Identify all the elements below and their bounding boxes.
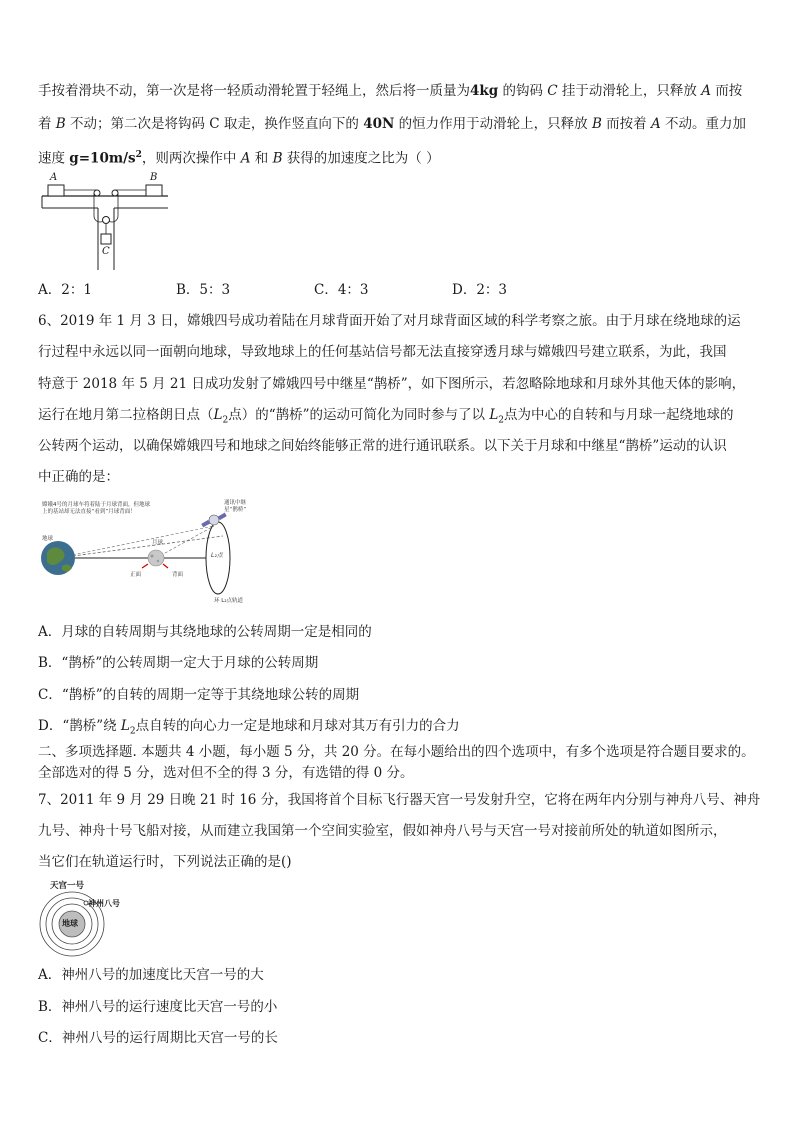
q6-fig-front-label: 正面	[130, 572, 142, 578]
q7-line-1: 7、2011 年 9 月 29 日晚 21 时 16 分，我国将首个目标飞行器天宫一号发射升空，它将在两年内分别与神舟八号、神舟	[38, 792, 761, 808]
q6-fig-note-line2: 上的基站却无法直接“看到”月球背面！	[42, 509, 136, 515]
q5-text: 的恒力作用于动滑轮上，只释放	[394, 116, 592, 132]
q5-gravity: g=10m/s	[69, 150, 136, 167]
q5-option-a: A．2：1	[38, 282, 92, 298]
q5-var: C	[547, 83, 558, 99]
q5-text: 速度	[38, 150, 70, 167]
q5-var: A	[650, 116, 661, 132]
q6-option-a: A．月球的自转周期与其绕地球的公转周期一定是相同的	[38, 624, 372, 640]
q5-option-c: C．4：3	[314, 282, 369, 298]
q6-fig-relay-label	[224, 500, 246, 514]
q5-mass: 4kg	[470, 83, 499, 99]
q6-fig-note-line1: 嫦娥4号的月球车将着陆于月球背面，但地球	[42, 502, 151, 508]
q6-var: L	[213, 407, 223, 423]
q6-fig-note	[42, 502, 150, 516]
q6-fig-earth-label: 地球	[42, 536, 54, 542]
q5-text: 挂于动滑轮上，只释放	[557, 83, 702, 99]
q5-option-b: B．5：3	[176, 282, 231, 298]
q5-line-1	[38, 82, 742, 100]
q7-orbit-figure	[38, 878, 148, 958]
q6-option-d-text: D．“鹊桥”绕	[38, 718, 121, 734]
q7-option-c: C．神州八号的运行周期比天宫一号的长	[38, 1030, 278, 1046]
q6-var: L	[120, 718, 130, 734]
q6-fig-back-label: 背面	[172, 572, 184, 578]
q5-sup: 2	[135, 150, 142, 160]
q5-option-d: D．2：3	[452, 282, 508, 298]
q5-var: A	[701, 83, 711, 99]
block-b-label: B	[150, 172, 158, 183]
q5-text: 而按	[710, 83, 743, 99]
q6-line-1: 6、2019 年 1 月 3 日，嫦娥四号成功着陆在月球背面开始了对月球背面区域的科学考察之旅。由于月球在绕地球的运	[38, 313, 741, 329]
q6-sub: 2	[129, 726, 136, 737]
q5-text: 和	[250, 150, 273, 167]
weight-c-label: C	[102, 246, 110, 257]
q6-option-d-text: 点自转的向心力一定是地球和月球对其万有引力的合力	[135, 718, 460, 734]
q7-fig-tiangong-label: 天宫一号	[50, 881, 85, 891]
q5-var: B	[272, 150, 283, 167]
q5-text: 不动。重力加	[660, 116, 747, 132]
q7-option-a: A．神州八号的加速度比天宫一号的大	[38, 967, 264, 983]
q6-line-5: 公转两个运动，以确保嫦娥四号和地球之间始终能够正常的进行通讯联系。以下关于月球和中继星“鹊桥”运动的认识	[38, 438, 727, 454]
q6-line-4	[38, 406, 734, 430]
q5-pulley-figure	[40, 172, 180, 272]
q5-text: 而按着	[601, 116, 651, 132]
q5-line-2	[38, 115, 746, 133]
q7-fig-earth-label: 地球	[62, 918, 78, 928]
q6-fig-relay-line2: 星“鹊桥”	[224, 507, 247, 513]
q6-option-b: B．“鹊桥”的公转周期一定大于月球的公转周期	[38, 655, 319, 671]
q5-var: B	[591, 116, 602, 132]
q5-line-3	[38, 146, 440, 168]
q6-fig-orbit-label: 环 L₂点轨道	[214, 598, 244, 604]
q6-fig-relay-line1: 通讯中继	[224, 500, 247, 506]
q6-option-d	[38, 717, 460, 741]
q6-option-c: C．“鹊桥”的自转的周期一定等于其绕地球公转的周期	[38, 687, 360, 703]
q5-text: 着	[38, 116, 56, 132]
q6-line-6: 中正确的是：	[38, 469, 119, 485]
q5-force: 40N	[363, 116, 395, 132]
q5-text: 的钩码	[498, 83, 548, 99]
q5-text: ，则两次操作中	[141, 150, 241, 167]
q6-text: 点）的“鹊桥”的运动可简化为同时参与了以	[228, 407, 490, 423]
q5-text: 获得的加速度之比为（ ）	[282, 150, 440, 167]
block-a-label: A	[50, 172, 58, 183]
q5-var: A	[240, 150, 251, 167]
q6-fig-moon-label: 月球	[152, 540, 164, 546]
q6-var: L	[489, 407, 499, 423]
q6-line-3: 特意于 2018 年 5 月 21 日成功发射了嫦娥四号中继星“鹊桥”，如下图所示，若忽略除地球和月球外其他天体的影响，	[38, 376, 746, 392]
q7-line-2: 九号、神舟十号飞船对接，从而建立我国第一个空间实验室，假如神舟八号与天宫一号对接前所处的轨道如图所示，	[38, 823, 727, 839]
section2-line-2: 全部选对的得 5 分，选对但不全的得 3 分，有选错的得 0 分。	[38, 765, 414, 781]
q5-var: B	[55, 116, 66, 132]
q6-text: 点为中心的自转和与月球一起绕地球的	[504, 407, 734, 423]
q6-relay-figure	[38, 496, 278, 608]
q6-text: 运行在地月第二拉格朗日点（	[38, 407, 214, 423]
q6-line-2: 行过程中永远以同一面朝向地球，导致地球上的任何基站信号都无法直接穿透月球与嫦娥四号建立联系，为此，我国	[38, 344, 727, 360]
q5-text: 手按着滑块不动，第一次是将一轻质动滑轮置于轻绳上，然后将一质量为	[38, 83, 470, 99]
q6-sub: 2	[498, 415, 505, 426]
q5-text: 不动；第二次是将钩码 C 取走，换作竖直向下的	[65, 116, 364, 132]
q6-fig-l2-label: L₂点	[211, 552, 223, 559]
q6-sub: 2	[222, 415, 229, 426]
q7-option-b: B．神州八号的运行速度比天宫一号的小	[38, 999, 278, 1015]
q7-fig-shenzhou-label: 神州八号	[88, 898, 120, 908]
q7-line-3: 当它们在轨道运行时，下列说法正确的是()	[38, 854, 292, 870]
section2-line-1: 二、多项选择题. 本题共 4 小题，每小题 5 分，共 20 分。在每小题给出的四个选项中，有多个选项是符合题目要求的。	[38, 744, 755, 760]
